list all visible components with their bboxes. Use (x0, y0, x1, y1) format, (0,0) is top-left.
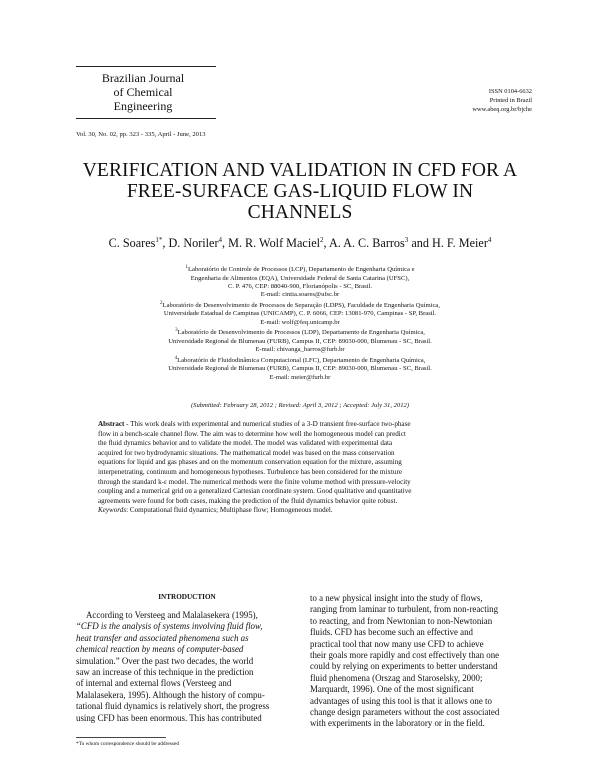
body-line: Marquardt, 1996). One of the most significant (310, 684, 474, 695)
abstract-line: acquired for two hydrodynamic situations. The mathematical model was based on the mass conservation (98, 448, 395, 457)
issn-block (472, 87, 532, 114)
affiliation-email: E-mail: cintia.soares@ufsc.br (260, 291, 340, 299)
affiliation-line: $^3$Laboratório de Desenvolvimento de Processos (LDP), Departamento de Engenharia Química, (175, 328, 425, 337)
author-name: A. A. C. Barros (328, 236, 405, 251)
author-sup: 1* (155, 236, 163, 244)
abstract (98, 420, 502, 516)
body-line: to reacting, and from Newtonian to non-Newtonian (310, 615, 493, 626)
abstract-label: Abstract (98, 420, 125, 428)
affiliation-email: E-mail: wolf@feq.unicamp.br (260, 318, 340, 326)
paper-title (40, 160, 560, 223)
affiliations (100, 264, 500, 382)
affiliation-num: 4 (174, 355, 178, 361)
body-line: heat transfer and associated phenomena such as (76, 632, 249, 643)
affiliation-line: Universidade Regional de Blumenau (FURB), Campus II, CEP: 89030-000, Blumenau - SC, Brasil. (168, 337, 432, 345)
intro-right-column (310, 593, 536, 730)
affiliation-email: E-mail: chivanga_barros@furb.br (255, 346, 345, 354)
body-line: simulation.” Over the past two decades, the world (76, 655, 254, 666)
body-line: fluids. CFD has become such an effective and (310, 627, 473, 638)
journal-name-line: Brazilian Journal (101, 71, 185, 85)
body-line: chemical reaction by means of computer-based (76, 644, 244, 655)
affiliation-line: $^1$Laboratório de Controle de Processos (LCP), Departamento de Engenharia Química e (185, 265, 415, 274)
author-name: M. R. Wolf Maciel (228, 236, 321, 251)
affiliation-line: $^2$Laboratório de Desenvolvimento de Processos de Separação (LDPS), Faculdade de Engenharia Química, (160, 300, 440, 309)
body-line: advantages of using this tool is that it allows one to (310, 695, 492, 706)
body-line: their goals more rapidly and cost effectively than one (310, 650, 500, 661)
body-line: According to Versteeg and Malalasekera (1995), (86, 610, 258, 620)
title-line: CHANNELS (247, 202, 353, 223)
abstract-line: the fluid dynamics behavior and to validate the model. The model was validated with experimental data (98, 439, 393, 448)
abstract-line: interpenetrating, continuum and homogeneous hypotheses. Turbulence has been considered for the mixture (98, 467, 402, 476)
journal-rule-bottom (76, 118, 216, 119)
body-line: of internal and external flows (Versteeg and (76, 678, 232, 689)
body-line: to a new physical insight into the study of flows, (310, 593, 483, 603)
body-line: practical tool that now many use CFD to achieve (310, 638, 484, 649)
body-line: ranging from laminar to turbulent, from non-reacting (310, 604, 499, 615)
journal-name (78, 71, 208, 113)
affiliation-num: 3 (175, 328, 178, 334)
affiliation-num: 2 (160, 300, 163, 306)
body-line: saw an increase of this technique in the prediction (76, 667, 254, 678)
keywords: Keywords: Computational fluid dynamics; Multiphase flow; Homogeneous model. (98, 506, 333, 515)
author-name: H. F. Meier (431, 236, 488, 251)
body-line: could by relying on experiments to better understand (310, 661, 498, 672)
abstract-line: equations for liquid and gas phases and on the momentum conservation equation for the mixture, assuming (98, 458, 402, 467)
abstract-line: coupling and a numerical grid on a generalized Cartesian coordinate system. Good qualitative and quantitative (98, 487, 412, 496)
authors: C. Soares$^{1*}$, D. Noriler$^4$, M. R. Wolf Maciel$^2$, A. A. C. Barros$^3$ and H. F. Meier$^4$ (108, 236, 492, 251)
journal-name-line: Engineering (113, 99, 173, 113)
body-line: “CFD is the analysis of systems involving fluid flow, (76, 621, 263, 632)
author-sup: 2 (320, 236, 324, 244)
abstract-line: flow in a bench-scale channel flow. The aim was to determine how well the homogeneous model can predict (98, 429, 406, 438)
body-line: tational fluid dynamics is relatively short, the progress (76, 701, 270, 712)
author-name: C. Soares (108, 236, 156, 251)
keywords-label: Keywords (98, 506, 127, 515)
abstract-line: agreements were found for both cases, making the prediction of the fluid dynamics behavior quite robust. (98, 496, 398, 505)
affiliation-line: Universidade Regional de Blumenau (FURB), Campus II, CEP: 89030-000, Blumenau - SC, Brasil. (168, 365, 432, 373)
affiliation-line: Engenharia de Alimentos (EQA), Universidade Federal de Santa Catarina (UFSC), (190, 274, 410, 282)
body-line: Malalasekera, 1995). Although the history of compu- (76, 689, 265, 700)
abstract-line: through the standard k-ε model. The numerical methods were the finite volume method with pressure-velocity (98, 477, 411, 486)
body-line: using CFD has been enormous. This has contributed (76, 712, 262, 723)
journal-url[interactable]: www.abeq.org.br/bjche (472, 106, 532, 113)
author-name: D. Noriler (168, 236, 219, 251)
affiliation-line: Universidade Estadual de Campinas (UNICAMP), C. P. 6066, CEP: 13081-970, Campinas - SP, Brasil. (163, 310, 437, 318)
title-line: VERIFICATION AND VALIDATION IN CFD FOR A (82, 160, 518, 181)
author-sup: 4 (218, 236, 223, 244)
submission-dates: (Submitted: February 28, 2012 ; Revised: April 3, 2012 ; Accepted: July 31, 2012) (190, 402, 410, 409)
body-line: change design parameters without the cost associated (310, 707, 500, 718)
body-line: with experiments in the laboratory or in the field. (310, 718, 485, 729)
title-line: FREE-SURFACE GAS-LIQUID FLOW IN (126, 181, 474, 202)
issn: ISSN 0104-6632 (488, 88, 532, 95)
printed-in: Printed in Brazil (489, 97, 532, 104)
volume-line: Vol. 30, No. 02, pp. 323 - 335, April - June, 2013 (76, 131, 206, 138)
footnote: *To whom correspondence should be addressed (76, 741, 180, 747)
author-sup: 3 (404, 236, 409, 244)
affiliation-num: 1 (185, 265, 188, 270)
author-sup: 4 (487, 236, 492, 244)
journal-rule-top (76, 66, 216, 67)
section-heading-introduction: INTRODUCTION (158, 593, 216, 601)
body-line: fluid phenomena (Orszag and Staroselsky, 2000; (310, 672, 483, 683)
affiliation-line: C. P. 476, CEP: 88040-900, Florianópolis - SC, Brasil. (228, 283, 372, 290)
affiliation-email: E-mail: meier@furb.br (269, 373, 331, 381)
journal-name-line: of Chemical (113, 85, 173, 99)
abstract-line: Abstract - This work deals with experimental and numerical studies of a 3-D transient free-surface two-phase (98, 420, 411, 428)
intro-left-column (76, 610, 298, 724)
footnote-rule (76, 737, 166, 738)
affiliation-line: $^4$Laboratório de Fluidodinâmica Computacional (LFC), Departamento de Engenharia Química, (174, 355, 426, 364)
